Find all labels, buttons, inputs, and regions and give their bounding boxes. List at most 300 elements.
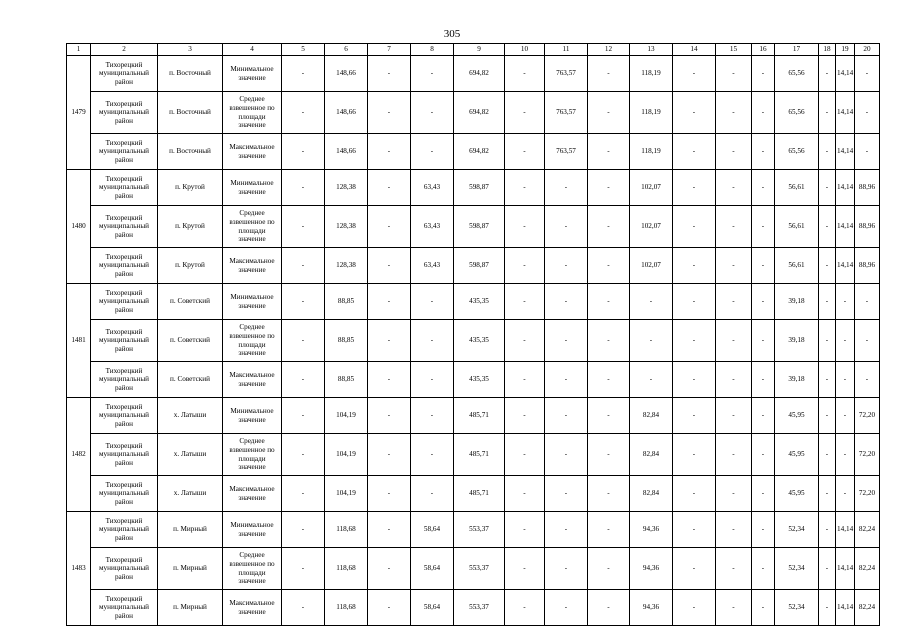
table-cell: 82,24 [855,590,880,626]
table-cell: 56,61 [775,206,819,248]
table-cell: - [819,56,836,92]
table-cell: - [588,206,630,248]
table-cell: 694,82 [454,92,505,134]
table-cell: 52,34 [775,590,819,626]
table-cell: 148,66 [325,92,368,134]
table-cell: 148,66 [325,56,368,92]
table-cell: - [368,320,411,362]
table-cell: х. Латыши [158,434,223,476]
table-cell: 485,71 [454,434,505,476]
table-row [67,248,880,284]
table-cell: - [545,398,588,434]
table-cell: - [752,56,775,92]
table-cell: - [819,512,836,548]
table-row [67,362,880,398]
table-cell: - [716,590,752,626]
row-number: 1480 [67,170,91,284]
table-cell: 88,96 [855,170,880,206]
table-cell: - [368,170,411,206]
table-cell: - [836,434,855,476]
table-cell: 553,37 [454,590,505,626]
table-cell: - [716,476,752,512]
table-cell: 39,18 [775,320,819,362]
table-cell: Тихорецкий муниципальный район [91,362,158,398]
table-cell: - [282,170,325,206]
table-cell: - [588,512,630,548]
table-cell: 14,14 [836,248,855,284]
table-cell: - [505,548,545,590]
column-header-4: 4 [223,44,282,56]
table-cell: Минимальное значение [223,170,282,206]
table-cell: - [588,56,630,92]
table-cell: - [588,548,630,590]
table-cell: 63,43 [411,206,454,248]
table-body [67,44,880,626]
table-row [67,92,880,134]
table-cell: - [673,284,716,320]
table-cell: 128,38 [325,248,368,284]
table-cell: - [505,476,545,512]
table-cell: 553,37 [454,512,505,548]
table-cell: - [752,206,775,248]
table-cell: - [588,248,630,284]
table-cell: - [716,320,752,362]
table-cell: - [282,56,325,92]
table-cell: - [855,284,880,320]
table-cell: Среднее взвешенное по площади значение [223,548,282,590]
table-cell: - [630,362,673,398]
table-cell: - [819,590,836,626]
table-cell: - [545,476,588,512]
table-cell: Тихорецкий муниципальный район [91,134,158,170]
table-cell: 598,87 [454,206,505,248]
table-cell: - [411,134,454,170]
table-cell: 88,96 [855,206,880,248]
table-cell: - [819,434,836,476]
table-cell: - [545,284,588,320]
table-cell: - [673,92,716,134]
table-cell: 763,57 [545,134,588,170]
table-cell: 82,24 [855,512,880,548]
table-cell: Среднее взвешенное по площади значение [223,434,282,476]
table-cell: - [673,248,716,284]
table-cell: - [673,134,716,170]
table-cell: 104,19 [325,398,368,434]
table-cell: - [282,92,325,134]
table-cell: - [752,434,775,476]
table-cell: - [411,362,454,398]
table-cell: - [836,284,855,320]
row-number: 1481 [67,284,91,398]
table-cell: 14,14 [836,170,855,206]
table-cell: Тихорецкий муниципальный район [91,92,158,134]
table-cell: Среднее взвешенное по площади значение [223,320,282,362]
table-cell: 94,36 [630,590,673,626]
table-cell: - [411,476,454,512]
table-cell: 58,64 [411,512,454,548]
table-row [67,476,880,512]
table-cell: - [752,512,775,548]
table-cell: п. Крутой [158,170,223,206]
table-cell: - [819,320,836,362]
table-cell: - [368,248,411,284]
column-header-2: 2 [91,44,158,56]
table-cell: - [588,134,630,170]
table-cell: - [752,320,775,362]
table-cell: - [545,512,588,548]
table-cell: 72,20 [855,476,880,512]
table-cell: - [282,362,325,398]
table-cell: - [819,248,836,284]
table-cell: - [505,590,545,626]
table-cell: Минимальное значение [223,398,282,434]
table-cell: - [752,398,775,434]
table-cell: - [588,92,630,134]
table-cell: - [545,548,588,590]
table-cell: Тихорецкий муниципальный район [91,320,158,362]
table-cell: - [282,398,325,434]
table-cell: - [368,398,411,434]
table-row [67,590,880,626]
table-cell: - [630,320,673,362]
table-cell: - [368,284,411,320]
table-cell: - [819,134,836,170]
table-cell: - [368,512,411,548]
table-cell: - [630,284,673,320]
table-cell: 102,07 [630,248,673,284]
table-cell: - [411,320,454,362]
table-cell: - [673,590,716,626]
table-cell: 45,95 [775,434,819,476]
table-cell: - [545,206,588,248]
row-number: 1483 [67,512,91,626]
table-cell: 88,85 [325,362,368,398]
table-cell: 763,57 [545,92,588,134]
table-cell: Максимальное значение [223,362,282,398]
table-cell: 52,34 [775,548,819,590]
table-cell: - [588,398,630,434]
table-cell: - [836,362,855,398]
table-cell: - [716,362,752,398]
table-cell: 485,71 [454,476,505,512]
table-cell: - [752,248,775,284]
table-cell: 58,64 [411,548,454,590]
table-cell: - [282,512,325,548]
table-cell: Тихорецкий муниципальный район [91,248,158,284]
table-cell: - [505,92,545,134]
table-cell: - [716,512,752,548]
table-cell: 694,82 [454,56,505,92]
table-cell: - [819,284,836,320]
table-cell: - [368,590,411,626]
table-cell: - [545,320,588,362]
table-cell: п. Крутой [158,248,223,284]
table-cell: - [819,92,836,134]
table-cell: - [282,548,325,590]
column-header-16: 16 [752,44,775,56]
table-cell: 763,57 [545,56,588,92]
table-cell: 598,87 [454,248,505,284]
table-cell: - [673,320,716,362]
table-cell: 435,35 [454,284,505,320]
column-header-9: 9 [454,44,505,56]
table-cell: - [411,92,454,134]
table-cell: - [819,206,836,248]
table-cell: 14,14 [836,56,855,92]
table-row [67,548,880,590]
table-cell: - [819,476,836,512]
table-cell: п. Мирный [158,548,223,590]
table-cell: - [588,434,630,476]
table-cell: 598,87 [454,170,505,206]
row-number: 1479 [67,56,91,170]
table-cell: 94,36 [630,512,673,548]
table-cell: - [411,398,454,434]
table-cell: - [855,362,880,398]
column-header-14: 14 [673,44,716,56]
table-cell: 553,37 [454,548,505,590]
table-cell: 45,95 [775,476,819,512]
table-cell: - [588,590,630,626]
table-cell: - [673,512,716,548]
table-cell: Тихорецкий муниципальный район [91,590,158,626]
column-header-1: 1 [67,44,91,56]
table-cell: Тихорецкий муниципальный район [91,284,158,320]
table-cell: х. Латыши [158,476,223,512]
table-cell: - [673,476,716,512]
column-header-8: 8 [411,44,454,56]
table-cell: - [673,398,716,434]
table-cell: - [505,284,545,320]
table-cell: - [716,434,752,476]
table-cell: - [588,284,630,320]
table-cell: - [673,56,716,92]
table-cell: 65,56 [775,92,819,134]
table-cell: - [716,92,752,134]
table-cell: - [368,476,411,512]
table-cell: 56,61 [775,248,819,284]
table-cell: - [368,134,411,170]
table-cell: 118,19 [630,92,673,134]
table-cell: 694,82 [454,134,505,170]
table-cell: - [368,92,411,134]
table-cell: 102,07 [630,170,673,206]
table-row [67,134,880,170]
table-cell: 56,61 [775,170,819,206]
table-cell: - [836,476,855,512]
table-cell: 82,84 [630,476,673,512]
table-cell: Среднее взвешенное по площади значение [223,92,282,134]
table-cell: - [673,434,716,476]
table-row [67,320,880,362]
table-cell: п. Советский [158,284,223,320]
table-cell: 45,95 [775,398,819,434]
table-cell: - [588,170,630,206]
table-cell: - [819,398,836,434]
table-cell: 118,68 [325,590,368,626]
table-cell: - [819,548,836,590]
table-cell: - [752,476,775,512]
table-cell: 14,14 [836,134,855,170]
table-cell: - [545,362,588,398]
table-cell: 88,85 [325,284,368,320]
table-cell: 63,43 [411,170,454,206]
table-cell: - [411,434,454,476]
table-cell: Максимальное значение [223,248,282,284]
table-cell: п. Восточный [158,92,223,134]
table-cell: 82,84 [630,434,673,476]
row-number: 1482 [67,398,91,512]
table-cell: - [368,362,411,398]
table-row [67,170,880,206]
table-cell: 148,66 [325,134,368,170]
table-cell: - [673,548,716,590]
table-cell: - [505,206,545,248]
table-cell: Максимальное значение [223,134,282,170]
table-cell: 39,18 [775,362,819,398]
table-cell: 435,35 [454,362,505,398]
table-cell: Среднее взвешенное по площади значение [223,206,282,248]
table-cell: - [545,434,588,476]
table-row [67,434,880,476]
table-cell: 128,38 [325,170,368,206]
table-cell: - [752,590,775,626]
column-header-6: 6 [325,44,368,56]
table-row [67,206,880,248]
table-cell: - [545,248,588,284]
table-cell: 104,19 [325,434,368,476]
column-header-20: 20 [855,44,880,56]
column-header-10: 10 [505,44,545,56]
table-cell: - [752,92,775,134]
table-cell: Тихорецкий муниципальный район [91,398,158,434]
table-cell: - [855,320,880,362]
table-cell: 88,85 [325,320,368,362]
table-cell: Максимальное значение [223,590,282,626]
table-cell: - [282,320,325,362]
column-header-13: 13 [630,44,673,56]
table-cell: Тихорецкий муниципальный район [91,56,158,92]
table-cell: - [505,512,545,548]
table-cell: - [673,170,716,206]
table-cell: - [716,134,752,170]
table-cell: - [673,206,716,248]
table-cell: п. Крутой [158,206,223,248]
table-cell: 65,56 [775,134,819,170]
table-cell: - [505,248,545,284]
table-cell: - [819,170,836,206]
table-cell: 72,20 [855,434,880,476]
table-cell: - [505,434,545,476]
table-cell: - [545,170,588,206]
table-cell: - [505,56,545,92]
table-row [67,512,880,548]
table-cell: - [282,248,325,284]
table-cell: 102,07 [630,206,673,248]
table-cell: 72,20 [855,398,880,434]
table-cell: 104,19 [325,476,368,512]
table-cell: - [588,476,630,512]
table-cell: Тихорецкий муниципальный район [91,512,158,548]
table-cell: х. Латыши [158,398,223,434]
table-cell: 52,34 [775,512,819,548]
table-cell: - [752,170,775,206]
table-cell: - [752,548,775,590]
table-cell: Тихорецкий муниципальный район [91,170,158,206]
table-cell: - [545,590,588,626]
table-row [67,398,880,434]
table-cell: 118,68 [325,548,368,590]
column-header-12: 12 [588,44,630,56]
table-cell: 485,71 [454,398,505,434]
table-cell: 14,14 [836,512,855,548]
table-cell: - [716,398,752,434]
table-cell: - [368,206,411,248]
table-row [67,56,880,92]
table-cell: 128,38 [325,206,368,248]
table-cell: - [588,320,630,362]
table-cell: - [855,56,880,92]
table-cell: - [588,362,630,398]
table-cell: 14,14 [836,548,855,590]
table-cell: Минимальное значение [223,56,282,92]
table-cell: - [716,170,752,206]
table-cell: - [752,284,775,320]
table-cell: 39,18 [775,284,819,320]
table-cell: - [716,284,752,320]
table-cell: п. Советский [158,362,223,398]
header-row [67,44,880,56]
table-cell: Минимальное значение [223,512,282,548]
table-cell: - [752,134,775,170]
table-cell: - [282,134,325,170]
table-cell: п. Мирный [158,590,223,626]
column-header-7: 7 [368,44,411,56]
table-cell: 58,64 [411,590,454,626]
table-row [67,284,880,320]
table-cell: - [716,56,752,92]
table-cell: 118,19 [630,56,673,92]
table-cell: Тихорецкий муниципальный район [91,548,158,590]
table-cell: - [716,548,752,590]
table-cell: 65,56 [775,56,819,92]
table-cell: - [505,320,545,362]
table-cell: 118,68 [325,512,368,548]
table-cell: - [855,92,880,134]
table-cell: - [411,56,454,92]
table-cell: Тихорецкий муниципальный район [91,434,158,476]
table-cell: - [819,362,836,398]
table-cell: - [855,134,880,170]
table-cell: Максимальное значение [223,476,282,512]
table-cell: - [752,362,775,398]
table-cell: п. Восточный [158,56,223,92]
table-cell: 82,24 [855,548,880,590]
column-header-15: 15 [716,44,752,56]
column-header-19: 19 [836,44,855,56]
table-cell: п. Восточный [158,134,223,170]
table-cell: - [282,590,325,626]
table-cell: - [282,206,325,248]
column-header-11: 11 [545,44,588,56]
column-header-18: 18 [819,44,836,56]
table-cell: - [505,170,545,206]
table-cell: - [505,398,545,434]
table-cell: - [368,434,411,476]
table-cell: - [505,134,545,170]
data-table [66,43,880,626]
table-cell: 82,84 [630,398,673,434]
